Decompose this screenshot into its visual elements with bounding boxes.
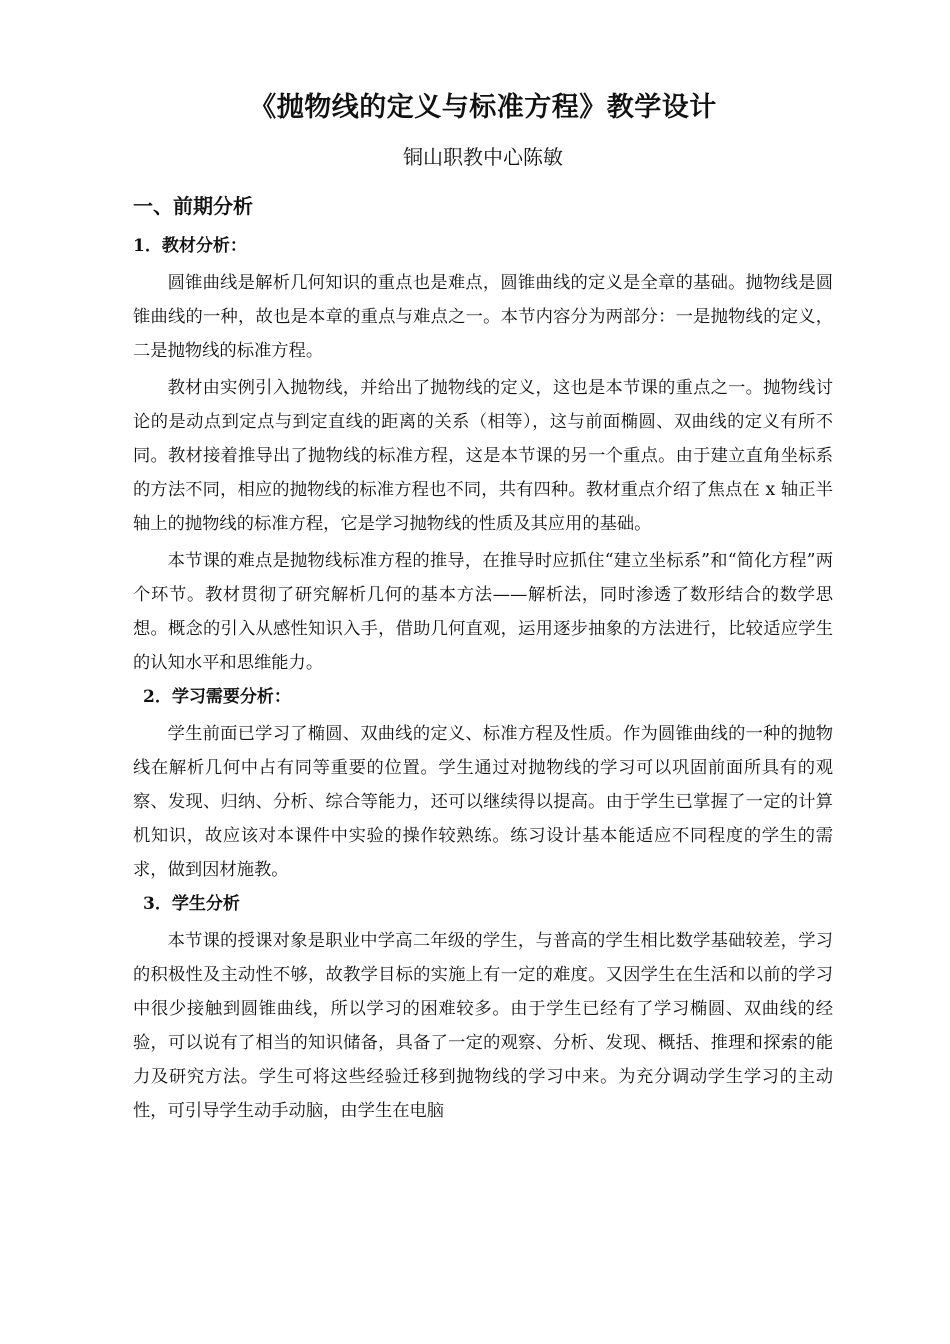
document-page [133, 88, 833, 1131]
paragraph: 教材由实例引入抛物线，并给出了抛物线的定义，这也是本节课的重点之一。抛物线讨论的是动点到定点与到定直线的距离的关系（相等），这与前面椭圆、双曲线的定义有所不同。教材接着推导出了抛物线的标准方程，这是本节课的另一个重点。由于建立直角坐标系的方法不同，相应的抛物线的标准方程也不同，共有四种。教材重点介绍了焦点在 x 轴正半轴上的抛物线的标准方程，它是学习抛物线的性质及其应用的基础。 [133, 378, 833, 534]
paragraph: 本节课的授课对象是职业中学高二年级的学生，与普高的学生相比数学基础较差，学习的积极性及主动性不够，故教学目标的实施上有一定的难度。又因学生在生活和以前的学习中很少接触到圆锥曲线，所以学习的困难较多。由于学生已经有了学习椭圆、双曲线的经验，可以说有了相当的知识储备，具备了一定的观察、分析、发现、概括、推理和探索的能力及研究方法。学生可将这些经验迁移到抛物线的学习中来。为充分调动学生学习的主动性，可引导学生动手动脑，由学生在电脑 [133, 931, 833, 1121]
paragraph: 本节课的难点是抛物线标准方程的推导，在推导时应抓住“建立坐标系”和“简化方程”两个环节。教材贯彻了研究解析几何的基本方法——解析法，同时渗透了数形结合的数学思想。概念的引入从感性知识入手，借助几何直观，运用逐步抽象的方法进行，比较适应学生的认知水平和思维能力。 [133, 551, 833, 673]
paragraph: 圆锥曲线是解析几何知识的重点也是难点，圆锥曲线的定义是全章的基础。抛物线是圆锥曲线的一种，故也是本章的重点与难点之一。本节内容分为两部分：一是抛物线的定义，二是抛物线的标准方程。 [133, 273, 833, 361]
subsection-heading-student-analysis: 3．学生分析 [143, 894, 240, 914]
document-title: 《抛物线的定义与标准方程》教学设计 [249, 92, 717, 123]
subsection-heading-textbook-analysis: 1．教材分析： [133, 236, 247, 256]
paragraph: 学生前面已学习了椭圆、双曲线的定义、标准方程及性质。作为圆锥曲线的一种的抛物线在解析几何中占有同等重要的位置。学生通过对抛物线的学习可以巩固前面所具有的观察、发现、归纳、分析、综合等能力，还可以继续得以提高。由于学生已掌握了一定的计算机知识，故应该对本课件中实验的操作较熟练。练习设计基本能适应不同程度的学生的需求，做到因材施教。 [133, 724, 833, 880]
subsection-heading-learning-needs: 2．学习需要分析： [143, 687, 291, 707]
document-author: 铜山职教中心陈敏 [403, 145, 563, 169]
section-heading-preliminary-analysis: 一、前期分析 [133, 194, 253, 218]
